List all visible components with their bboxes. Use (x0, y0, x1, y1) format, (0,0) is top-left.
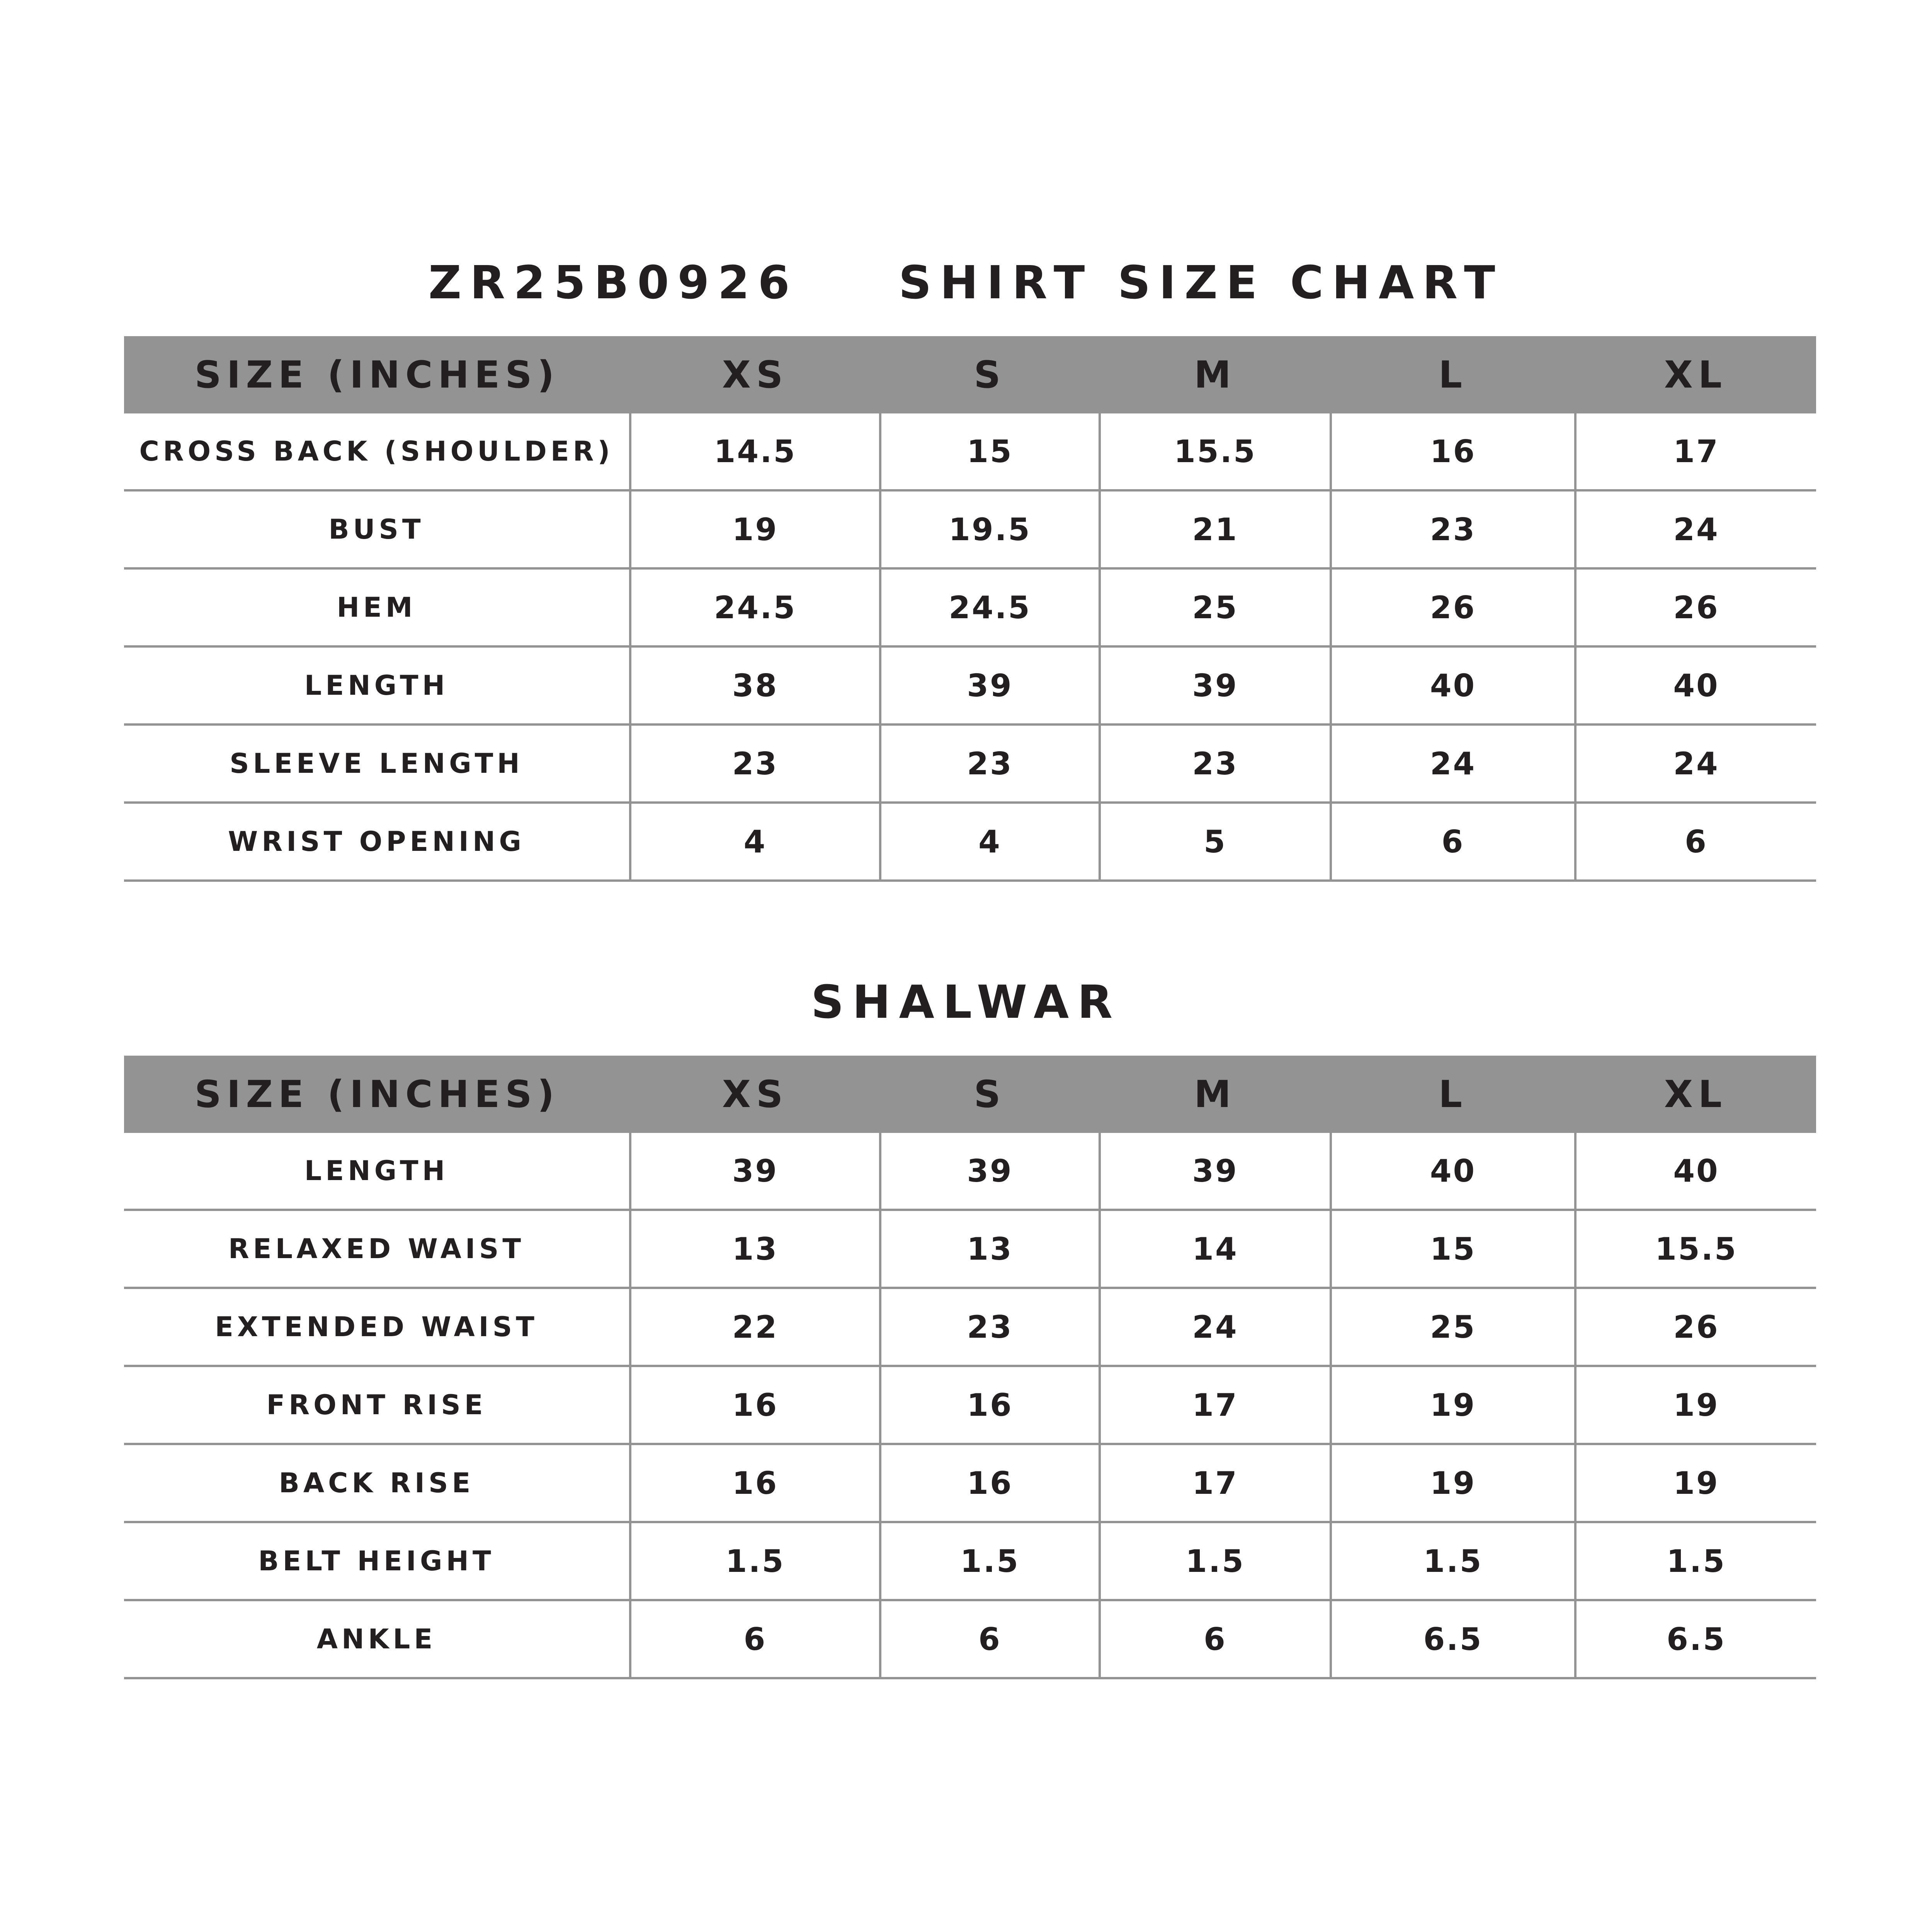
table-cell: 24.5 (630, 568, 880, 646)
table-cell: 26 (1575, 1288, 1816, 1366)
table-row (124, 1366, 1816, 1444)
table-cell: 40 (1575, 646, 1816, 724)
table-cell: 15.5 (1575, 1210, 1816, 1288)
table-cell: 38 (630, 646, 880, 724)
row-label: WRIST OPENING (124, 803, 630, 881)
header-cell: S (880, 1056, 1100, 1133)
header-cell: SIZE (INCHES) (124, 336, 630, 413)
shirt-title (0, 256, 1932, 309)
table-cell: 13 (880, 1210, 1100, 1288)
table-cell: 6 (1331, 803, 1575, 881)
table-cell: 23 (1100, 724, 1331, 803)
shalwar-size-table (124, 1056, 1816, 1679)
table-cell: 24.5 (880, 568, 1100, 646)
table-cell: 4 (630, 803, 880, 881)
table-cell: 14.5 (630, 413, 880, 490)
row-label: LENGTH (124, 1133, 630, 1210)
table-row (124, 803, 1816, 881)
table-cell: 16 (880, 1444, 1100, 1522)
table-cell: 25 (1331, 1288, 1575, 1366)
table-row (124, 1600, 1816, 1678)
header-cell: SIZE (INCHES) (124, 1056, 630, 1133)
shalwar-title: SHALWAR (811, 975, 1121, 1029)
table-cell: 19 (1331, 1444, 1575, 1522)
table-cell: 1.5 (630, 1522, 880, 1600)
table-cell: 19 (1575, 1366, 1816, 1444)
table-row (124, 413, 1816, 490)
table-cell: 17 (1575, 413, 1816, 490)
header-cell: M (1100, 336, 1331, 413)
table-cell: 24 (1100, 1288, 1331, 1366)
table-cell: 40 (1331, 1133, 1575, 1210)
header-cell: XL (1575, 336, 1816, 413)
table-cell: 6.5 (1575, 1600, 1816, 1678)
table-cell: 1.5 (1575, 1522, 1816, 1600)
shirt-chart-title: SHIRT SIZE CHART (898, 256, 1504, 309)
table-cell: 23 (630, 724, 880, 803)
row-label: EXTENDED WAIST (124, 1288, 630, 1366)
table-header-row (124, 1056, 1816, 1133)
table-cell: 26 (1575, 568, 1816, 646)
table-cell: 1.5 (1331, 1522, 1575, 1600)
table-cell: 40 (1331, 646, 1575, 724)
table-cell: 19.5 (880, 490, 1100, 568)
table-header-row (124, 336, 1816, 413)
table-cell: 21 (1100, 490, 1331, 568)
table-cell: 39 (880, 646, 1100, 724)
table-cell: 39 (880, 1133, 1100, 1210)
table-cell: 1.5 (1100, 1522, 1331, 1600)
table-cell: 16 (630, 1444, 880, 1522)
table-row (124, 1210, 1816, 1288)
table-cell: 19 (1331, 1366, 1575, 1444)
table-cell: 22 (630, 1288, 880, 1366)
table-cell: 6 (630, 1600, 880, 1678)
table-cell: 23 (880, 724, 1100, 803)
table-cell: 39 (1100, 1133, 1331, 1210)
table-cell: 25 (1100, 568, 1331, 646)
row-label: FRONT RISE (124, 1366, 630, 1444)
table-cell: 23 (880, 1288, 1100, 1366)
row-label: LENGTH (124, 646, 630, 724)
table-cell: 24 (1575, 490, 1816, 568)
table-row (124, 1522, 1816, 1600)
row-label: BACK RISE (124, 1444, 630, 1522)
header-cell: L (1331, 1056, 1575, 1133)
table-cell: 6 (1575, 803, 1816, 881)
table-cell: 23 (1331, 490, 1575, 568)
table-cell: 13 (630, 1210, 880, 1288)
table-cell: 26 (1331, 568, 1575, 646)
table-cell: 19 (1575, 1444, 1816, 1522)
table-cell: 1.5 (880, 1522, 1100, 1600)
table-cell: 5 (1100, 803, 1331, 881)
table-cell: 16 (1331, 413, 1575, 490)
table-cell: 4 (880, 803, 1100, 881)
table-cell: 40 (1575, 1133, 1816, 1210)
table-cell: 16 (880, 1366, 1100, 1444)
header-cell: XL (1575, 1056, 1816, 1133)
shirt-size-table (124, 336, 1816, 882)
row-label: RELAXED WAIST (124, 1210, 630, 1288)
table-row (124, 568, 1816, 646)
table-cell: 16 (630, 1366, 880, 1444)
table-cell: 6.5 (1331, 1600, 1575, 1678)
table-cell: 6 (880, 1600, 1100, 1678)
table-row (124, 724, 1816, 803)
header-cell: XS (630, 1056, 880, 1133)
row-label: HEM (124, 568, 630, 646)
table-cell: 24 (1575, 724, 1816, 803)
row-label: CROSS BACK (SHOULDER) (124, 413, 630, 490)
row-label: BELT HEIGHT (124, 1522, 630, 1600)
table-row (124, 646, 1816, 724)
row-label: SLEEVE LENGTH (124, 724, 630, 803)
table-cell: 17 (1100, 1444, 1331, 1522)
table-cell: 15.5 (1100, 413, 1331, 490)
table-cell: 6 (1100, 1600, 1331, 1678)
table-cell: 15 (880, 413, 1100, 490)
table-row (124, 1444, 1816, 1522)
table-row (124, 1288, 1816, 1366)
table-cell: 24 (1331, 724, 1575, 803)
table-cell: 39 (1100, 646, 1331, 724)
row-label: ANKLE (124, 1600, 630, 1678)
table-cell: 19 (630, 490, 880, 568)
table-cell: 39 (630, 1133, 880, 1210)
header-cell: M (1100, 1056, 1331, 1133)
table-row (124, 1133, 1816, 1210)
product-code: ZR25B0926 (428, 256, 798, 309)
header-cell: XS (630, 336, 880, 413)
table-cell: 17 (1100, 1366, 1331, 1444)
row-label: BUST (124, 490, 630, 568)
table-cell: 14 (1100, 1210, 1331, 1288)
header-cell: S (880, 336, 1100, 413)
table-cell: 15 (1331, 1210, 1575, 1288)
table-row (124, 490, 1816, 568)
header-cell: L (1331, 336, 1575, 413)
